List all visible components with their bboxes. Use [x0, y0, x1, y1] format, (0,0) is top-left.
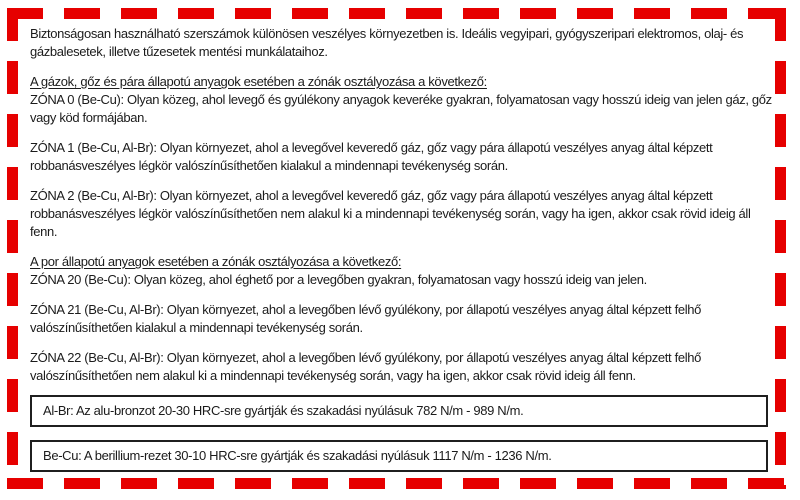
zone-22-paragraph: ZÓNA 22 (Be-Cu, Al-Br): Olyan környezet, ahol a levegőben lévő gyúlékony, por állapotú veszélyes anyag által képzett felhő valószínűsíthetően nem alakul ki a mindennapi tevékenység során, vagy ha igen, akkor csak rövid ideig áll fenn.	[30, 350, 702, 383]
gas-zones-section	[30, 73, 778, 241]
zone-1-paragraph: ZÓNA 1 (Be-Cu, Al-Br): Olyan környezet, ahol a levegővel keveredő gáz, gőz vagy pára állapotú veszélyes anyag által képzett robbanásveszélyes légkör valószínűsíthetően kialakul a mindennapi tevékenység során.	[30, 140, 713, 173]
dust-zones-heading: A por állapotú anyagok esetében a zónák osztályozása a következő:	[30, 254, 402, 269]
zone-20-paragraph: ZÓNA 20 (Be-Cu): Olyan közeg, ahol éghető por a levegőben gyakran, folyamatosan vagy hosszú ideig van jelen.	[30, 272, 647, 287]
document-content	[30, 25, 778, 472]
be-cu-note-text: Be-Cu: A berillium-rezet 30-10 HRC-sre gyártják és szakadási nyúlásuk 1117 N/m - 1236 N/m.	[43, 448, 552, 463]
dashed-border-bottom	[7, 478, 786, 489]
al-br-note-text: Al-Br: Az alu-bronzot 20-30 HRC-sre gyártják és szakadási nyúlásuk 782 N/m - 989 N/m.	[43, 403, 524, 418]
gas-zones-heading: A gázok, gőz és pára állapotú anyagok esetében a zónák osztályozása a következő:	[30, 74, 487, 89]
dust-zones-section	[30, 253, 778, 385]
intro-paragraph: Biztonságosan használható szerszámok különösen veszélyes környezetben is. Ideális vegyipari, gyógyszeripari elektromos, olaj- és gázbalesetek, illetve tűzesetek mentési munkálataihoz.	[30, 26, 744, 59]
dashed-border-left	[7, 8, 18, 489]
zone-2-paragraph: ZÓNA 2 (Be-Cu, Al-Br): Olyan környezet, ahol a levegővel keveredő gáz, gőz vagy pára állapotú veszélyes anyag által képzett robbanásveszélyes légkör valószínűsíthetően nem alakul ki a mindennapi tevékenység során, vagy ha igen, akkor csak rövid ideig áll fenn.	[30, 188, 751, 239]
al-br-note-box	[30, 395, 768, 427]
dashed-border-top	[7, 8, 786, 19]
zone-0-paragraph: ZÓNA 0 (Be-Cu): Olyan közeg, ahol levegő és gyúlékony anyagok keveréke gyakran, folyamatosan vagy hosszú ideig van jelen gáz, gőz vagy köd formájában.	[30, 92, 772, 125]
zone-21-paragraph: ZÓNA 21 (Be-Cu, Al-Br): Olyan környezet, ahol a levegőben lévő gyúlékony, por állapotú veszélyes anyag által képzett felhő valószínűsíthetően kialakul a mindennapi tevékenység során.	[30, 302, 702, 335]
be-cu-note-box	[30, 440, 768, 472]
